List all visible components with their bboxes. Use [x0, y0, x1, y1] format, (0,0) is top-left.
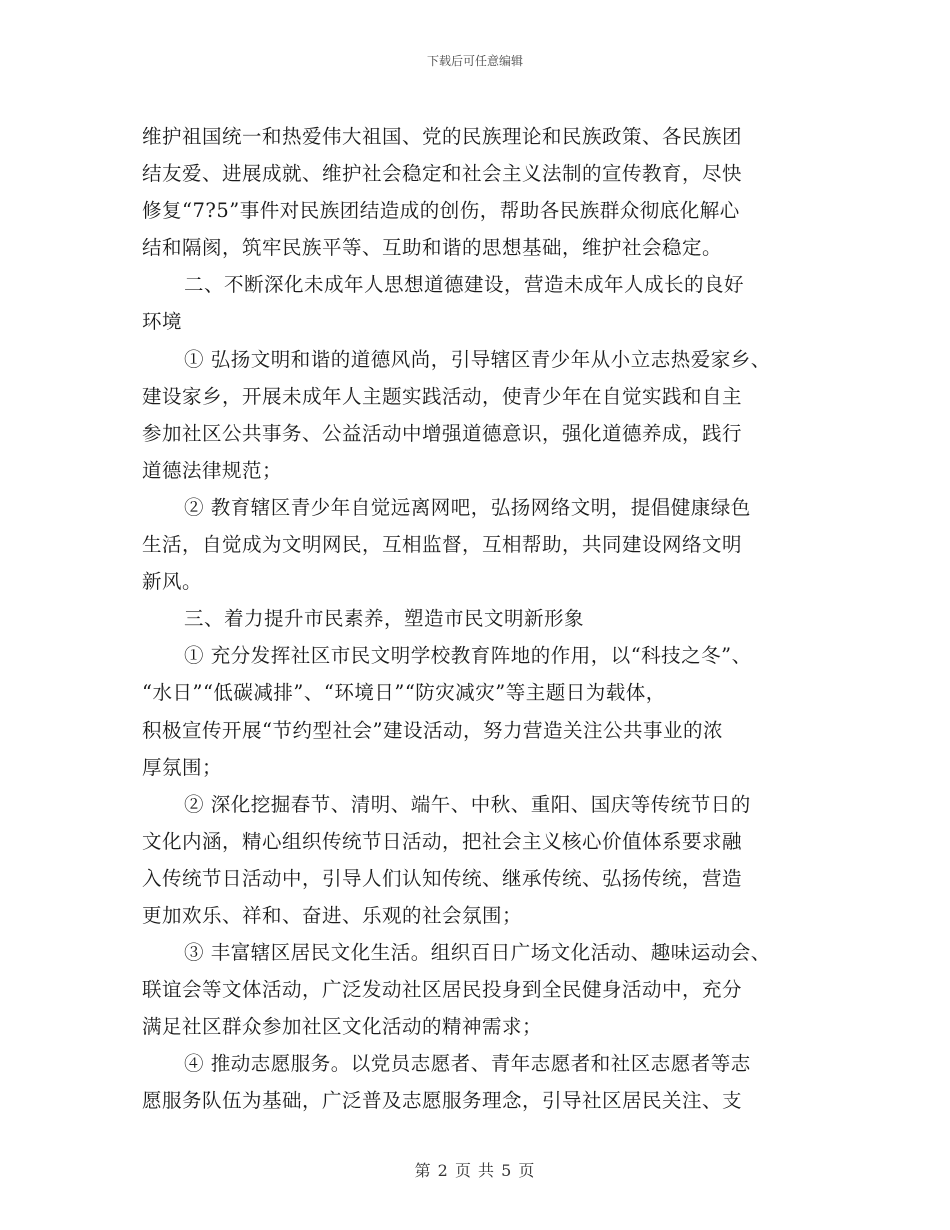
text-line: ④ 推动志愿服务。以党员志愿者、青年志愿者和社区志愿者等志: [184, 1052, 751, 1076]
text-line: 结和隔阂，筑牢民族平等、互助和谐的思想基础，维护社会稳定。: [142, 236, 723, 260]
text-line: 联谊会等文体活动，广泛发动社区居民投身到全民健身活动中，充分: [142, 978, 743, 1002]
text-line: 环境: [142, 310, 183, 334]
text-line: 更加欢乐、祥和、奋进、乐观的社会氛围；: [142, 903, 523, 927]
text-line: 道德法律规范；: [142, 458, 283, 482]
text-line: ① 充分发挥社区市民文明学校教育阵地的作用，以“科技之冬”、: [184, 644, 752, 668]
text-line: ① 弘扬文明和谐的道德风尚，引导辖区青少年从小立志热爱家乡、: [184, 347, 771, 371]
text-line: 积极宣传开展“节约型社会”建设活动，努力营造关注公共事业的浓: [142, 718, 723, 742]
page-number: 第 2 页 共 5 页: [414, 1161, 536, 1180]
text-line: ② 深化挖掘春节、清明、端午、中秋、重阳、国庆等传统节日的: [184, 792, 751, 816]
text-line: 二、不断深化未成年人思想道德建设，营造未成年人成长的良好: [184, 273, 745, 297]
text-line: 建设家乡，开展未成年人主题实践活动，使青少年在自觉实践和自主: [142, 384, 743, 408]
text-line: “水日”“低碳减排”、“环境日”“防灾减灾”等主题日为载体，: [142, 681, 666, 705]
text-line: 满足社区群众参加社区文化活动的精神需求；: [142, 1015, 543, 1039]
page-header-note: 下载后可任意编辑: [426, 54, 523, 68]
text-line: ② 教育辖区青少年自觉远离网吧，弘扬网络文明，提倡健康绿色: [184, 495, 751, 519]
document-body: [142, 118, 810, 1120]
text-line: 入传统节日活动中，引导人们认知传统、继承传统、弘扬传统，营造: [142, 866, 743, 890]
text-line: 维护祖国统一和热爱伟大祖国、党的民族理论和民族政策、各民族团: [142, 125, 743, 148]
text-line: 参加社区公共事务、公益活动中增强道德意识，强化道德养成，践行: [142, 421, 743, 445]
text-line: 厚氛围；: [142, 755, 223, 779]
text-line: 生活，自觉成为文明网民，互相监督，互相帮助，共同建设网络文明: [142, 533, 743, 557]
text-line: 文化内涵，精心组织传统节日活动，把社会主义核心价值体系要求融: [142, 829, 743, 853]
text-line: 修复“7?5”事件对民族团结造成的创伤，帮助各民族群众彻底化解心: [142, 199, 740, 223]
text-line: 结友爱、进展成就、维护社会稳定和社会主义法制的宣传教育，尽快: [142, 162, 743, 186]
text-line: 新风。: [142, 570, 203, 594]
text-line: 三、着力提升市民素养，塑造市民文明新形象: [184, 607, 585, 631]
text-line: ③ 丰富辖区居民文化生活。组织百日广场文化活动、趣味运动会、: [184, 941, 771, 965]
text-line: 愿服务队伍为基础，广泛普及志愿服务理念，引导社区居民关注、支: [142, 1089, 743, 1113]
